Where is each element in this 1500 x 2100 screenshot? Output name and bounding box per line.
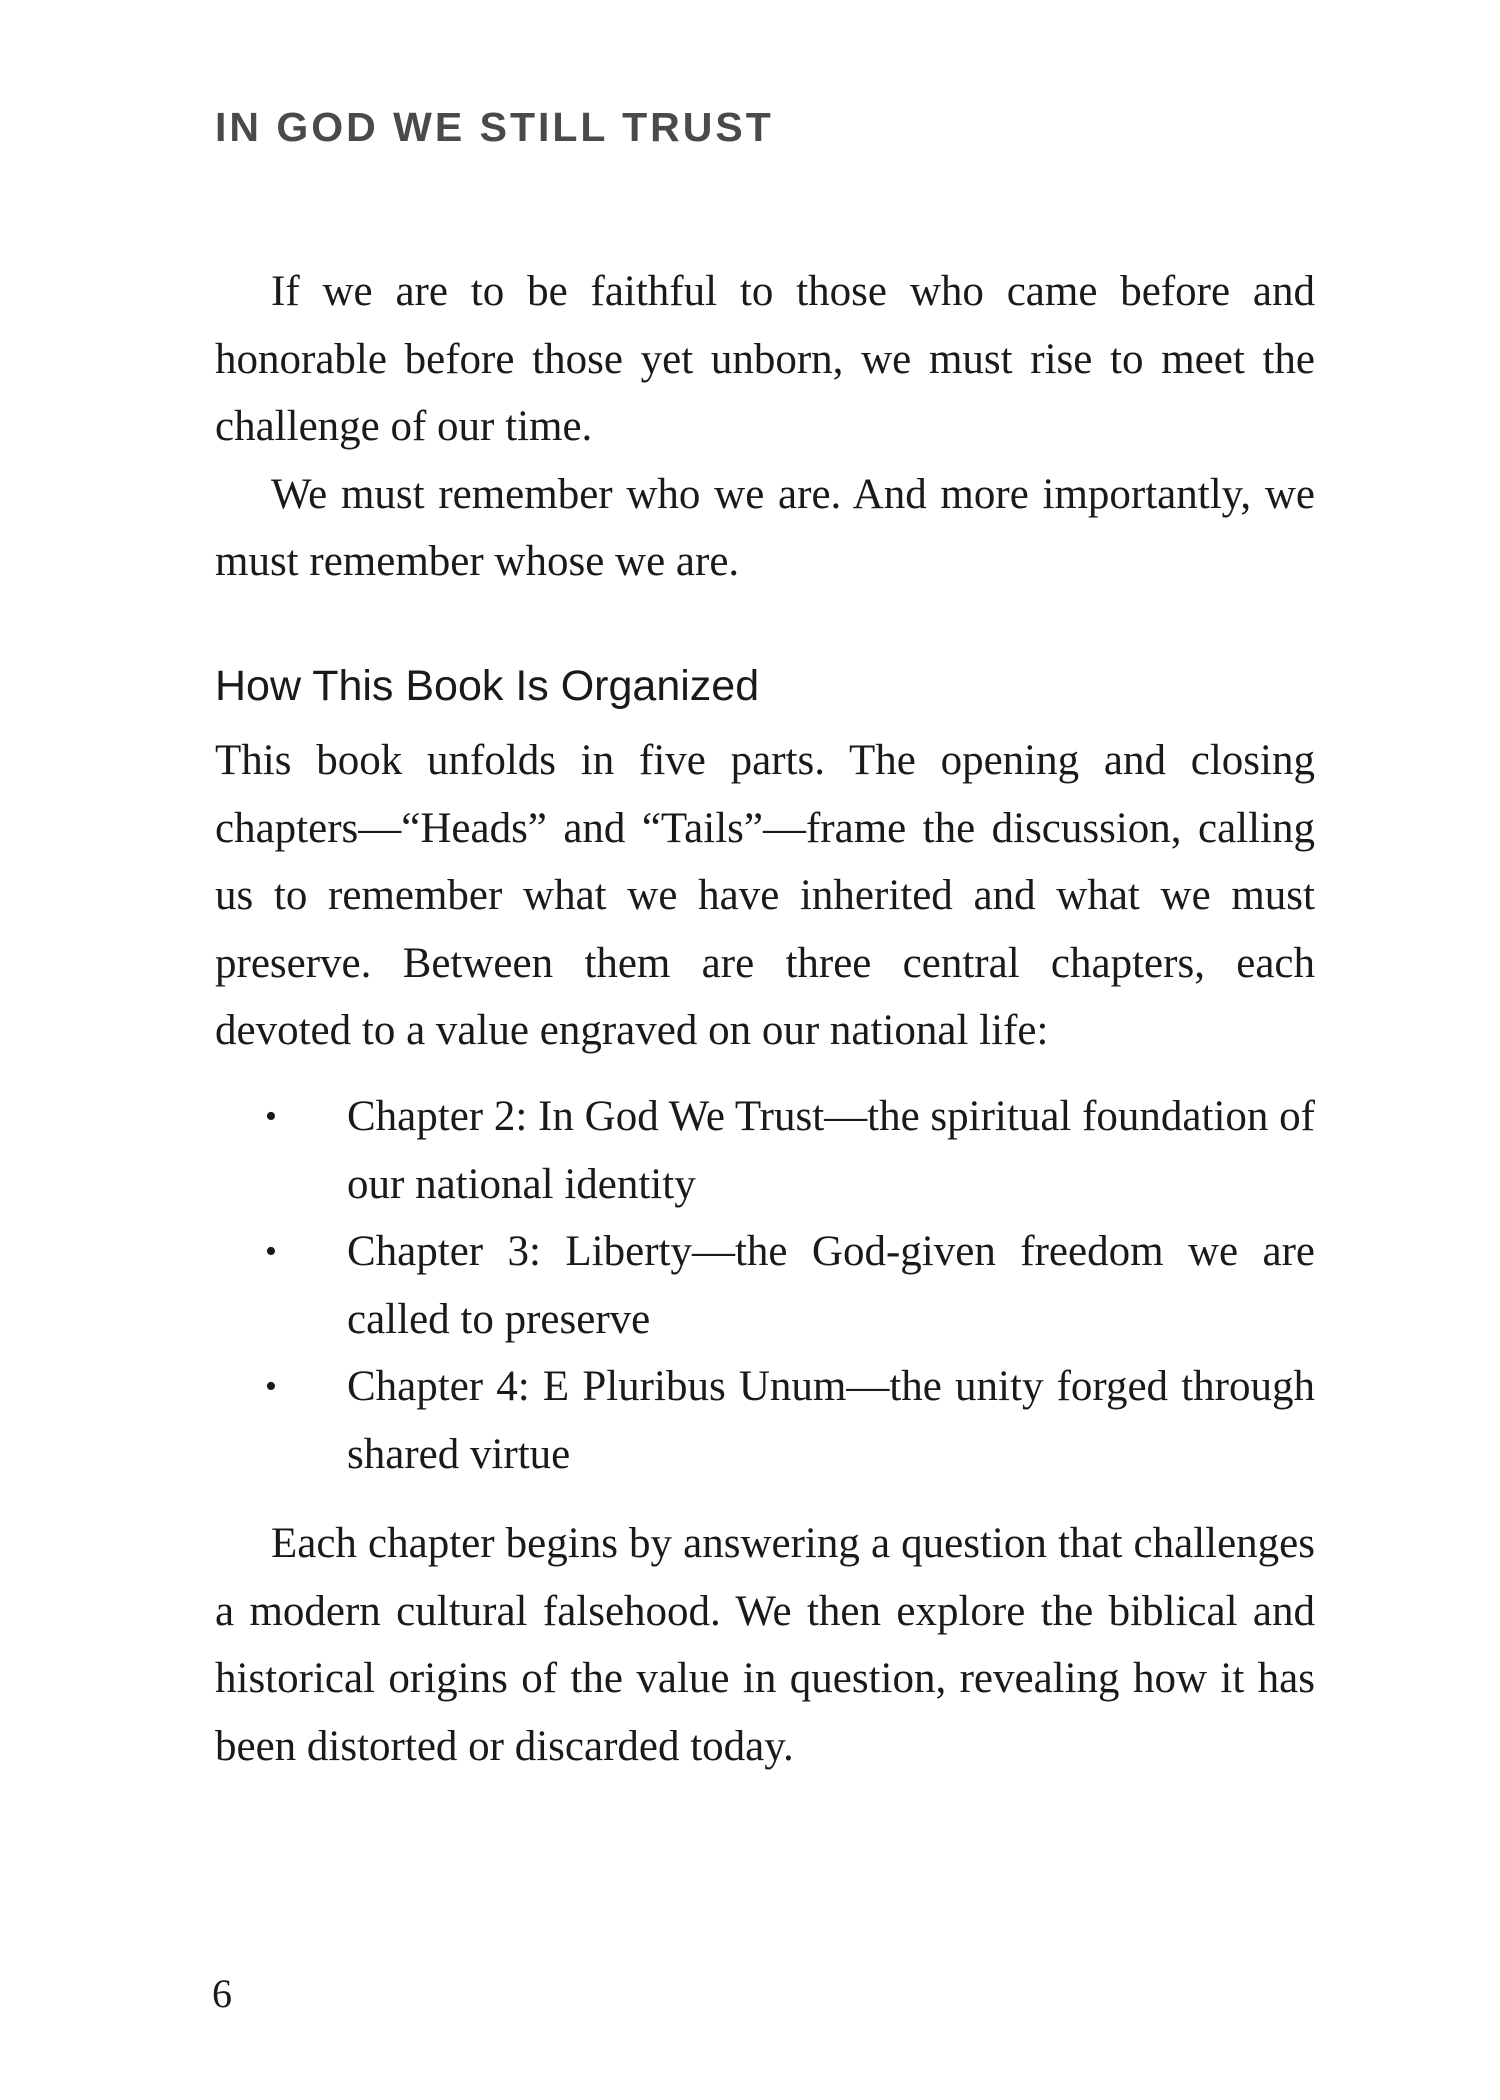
intro-paragraph: We must remember who we are. And more importantly, we must remember whose we are. (215, 470, 1315, 585)
section-intro-text (215, 727, 1315, 1065)
closing-paragraph: Each chapter begins by answering a question that challenges a modern cultural falsehood. We then explore the biblical and historical origins of the value in question, revealing how it has been distorted or discarded today. (215, 1520, 1315, 1770)
list-item (215, 1218, 1315, 1353)
section-heading: How This Book Is Organized (215, 662, 760, 710)
intro-text (215, 258, 1315, 596)
bullet-icon: • (265, 1098, 277, 1135)
list-item-text: Chapter 3: Liberty—the God-given freedom we are called to preserve (347, 1228, 1315, 1343)
list-item-text: Chapter 4: E Pluribus Unum—the unity forged through shared virtue (347, 1363, 1315, 1478)
bullet-icon: • (265, 1368, 277, 1405)
bullet-icon: • (265, 1233, 277, 1270)
running-head: IN GOD WE STILL TRUST (215, 104, 774, 150)
list-item (215, 1083, 1315, 1218)
list-item-text: Chapter 2: In God We Trust—the spiritual foundation of our national identity (347, 1093, 1315, 1208)
page-number: 6 (212, 1971, 232, 2016)
closing-text (215, 1510, 1315, 1780)
chapter-list (215, 1083, 1315, 1488)
section-paragraph: This book unfolds in five parts. The opening and closing chapters—“Heads” and “Tails”—frame the discussion, calling us to remember what we have inherited and what we must preserve. Between them are three central chapters, each devoted to a value engraved on our national life: (215, 737, 1315, 1054)
list-item (215, 1353, 1315, 1488)
intro-paragraph: If we are to be faithful to those who came before and honorable before those yet unborn, we must rise to meet the challenge of our time. (215, 268, 1315, 450)
